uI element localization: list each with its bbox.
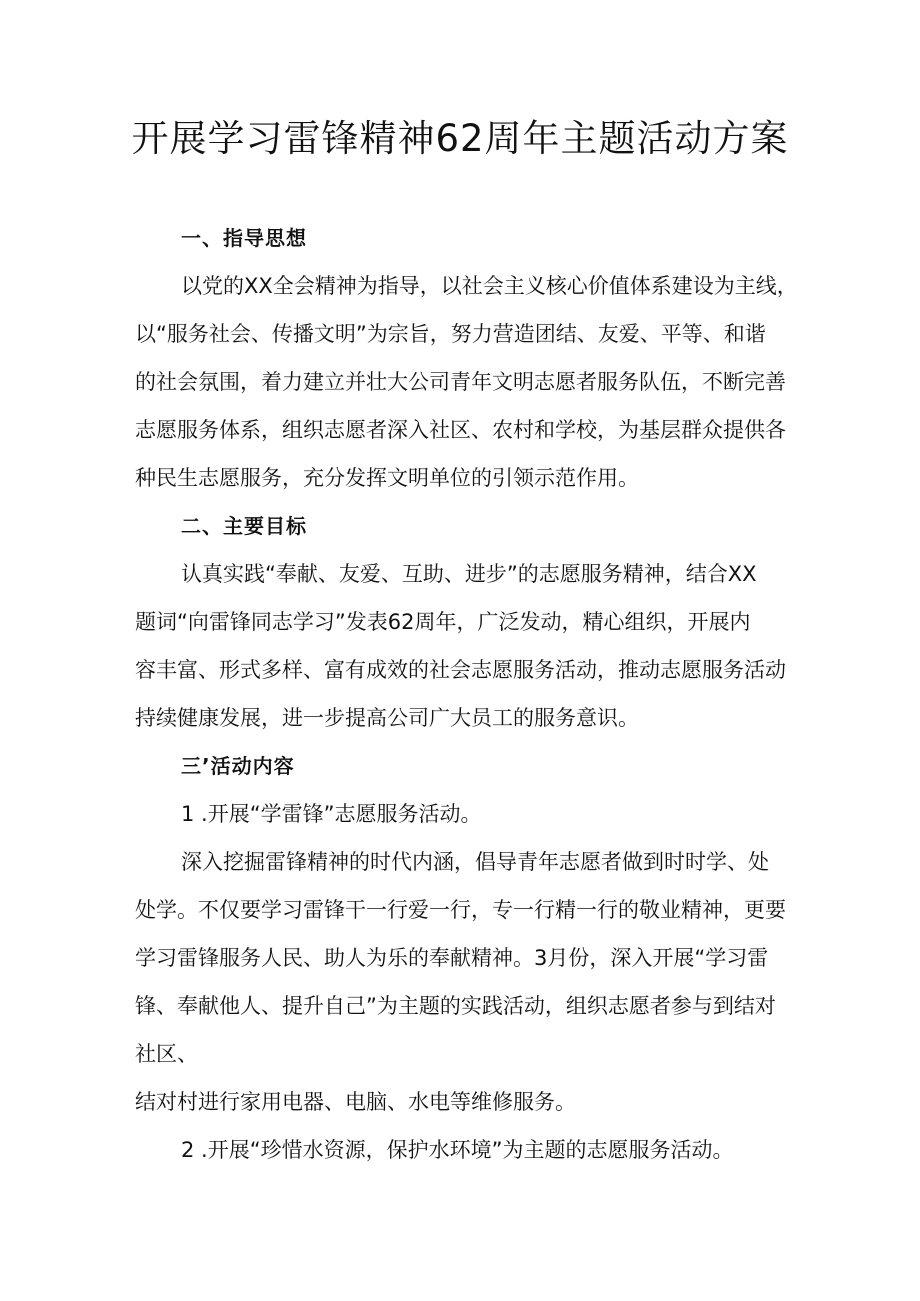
section-heading-activity-content: 三’活动内容	[181, 754, 295, 778]
list-item-heading: 1 .开展“学雷锋”志愿服务活动。	[181, 802, 482, 826]
list-item-heading: 2 .开展“珍惜水资源，保护水环境”为主题的志愿服务活动。	[181, 1138, 734, 1162]
text-line: 处学。不仅要学习雷锋干一行爱一行，专一行精一行的敬业精神，更要	[135, 898, 786, 922]
text-line: 以党的XX全会精神为指导，以社会主义核心价值体系建设为主线，	[181, 274, 798, 298]
text-line: 学习雷锋服务人民、助人为乐的奉献精神。3月份，深入开展“学习雷	[135, 946, 769, 970]
text-line: 认真实践“奉献、友爱、互助、进步”的志愿服务精神，结合XX	[181, 562, 757, 586]
section-heading-guiding-ideology: 一、指导思想	[181, 226, 307, 250]
list-item-body	[135, 838, 797, 1126]
text-line: 持续健康发展，进一步提高公司广大员工的服务意识。	[135, 706, 639, 730]
text-line: 志愿服务体系，组织志愿者深入社区、农村和学校，为基层群众提供各	[135, 418, 786, 442]
document-body	[135, 214, 797, 1174]
text-line: 锋、奉献他人、提升自己”为主题的实践活动，组织志愿者参与到结对	[135, 994, 776, 1018]
text-line: 容丰富、形式多样、富有成效的社会志愿服务活动，推动志愿服务活动	[135, 658, 786, 682]
section-heading-main-goals: 二、主要目标	[181, 514, 307, 538]
text-line: 以“服务社会、传播文明”为宗旨，努力营造团结、友爱、平等、和谐	[135, 322, 766, 346]
section-body-main-goals	[135, 550, 797, 742]
text-line: 深入挖掘雷锋精神的时代内涵，倡导青年志愿者做到时时学、处	[181, 850, 769, 874]
text-line: 社区、	[135, 1042, 198, 1066]
text-line: 题词“向雷锋同志学习”发表62周年，广泛发动，精心组织，开展内	[135, 610, 751, 634]
section-body-guiding-ideology	[135, 262, 797, 502]
text-line: 种民生志愿服务，充分发挥文明单位的引领示范作用。	[135, 466, 639, 490]
document-title: 开展学习雷锋精神62周年主题活动方案	[131, 117, 789, 160]
text-line: 结对村进行家用电器、电脑、水电等维修服务。	[135, 1090, 576, 1114]
text-line: 的社会氛围，着力建立并壮大公司青年文明志愿者服务队伍，不断完善	[135, 370, 786, 394]
